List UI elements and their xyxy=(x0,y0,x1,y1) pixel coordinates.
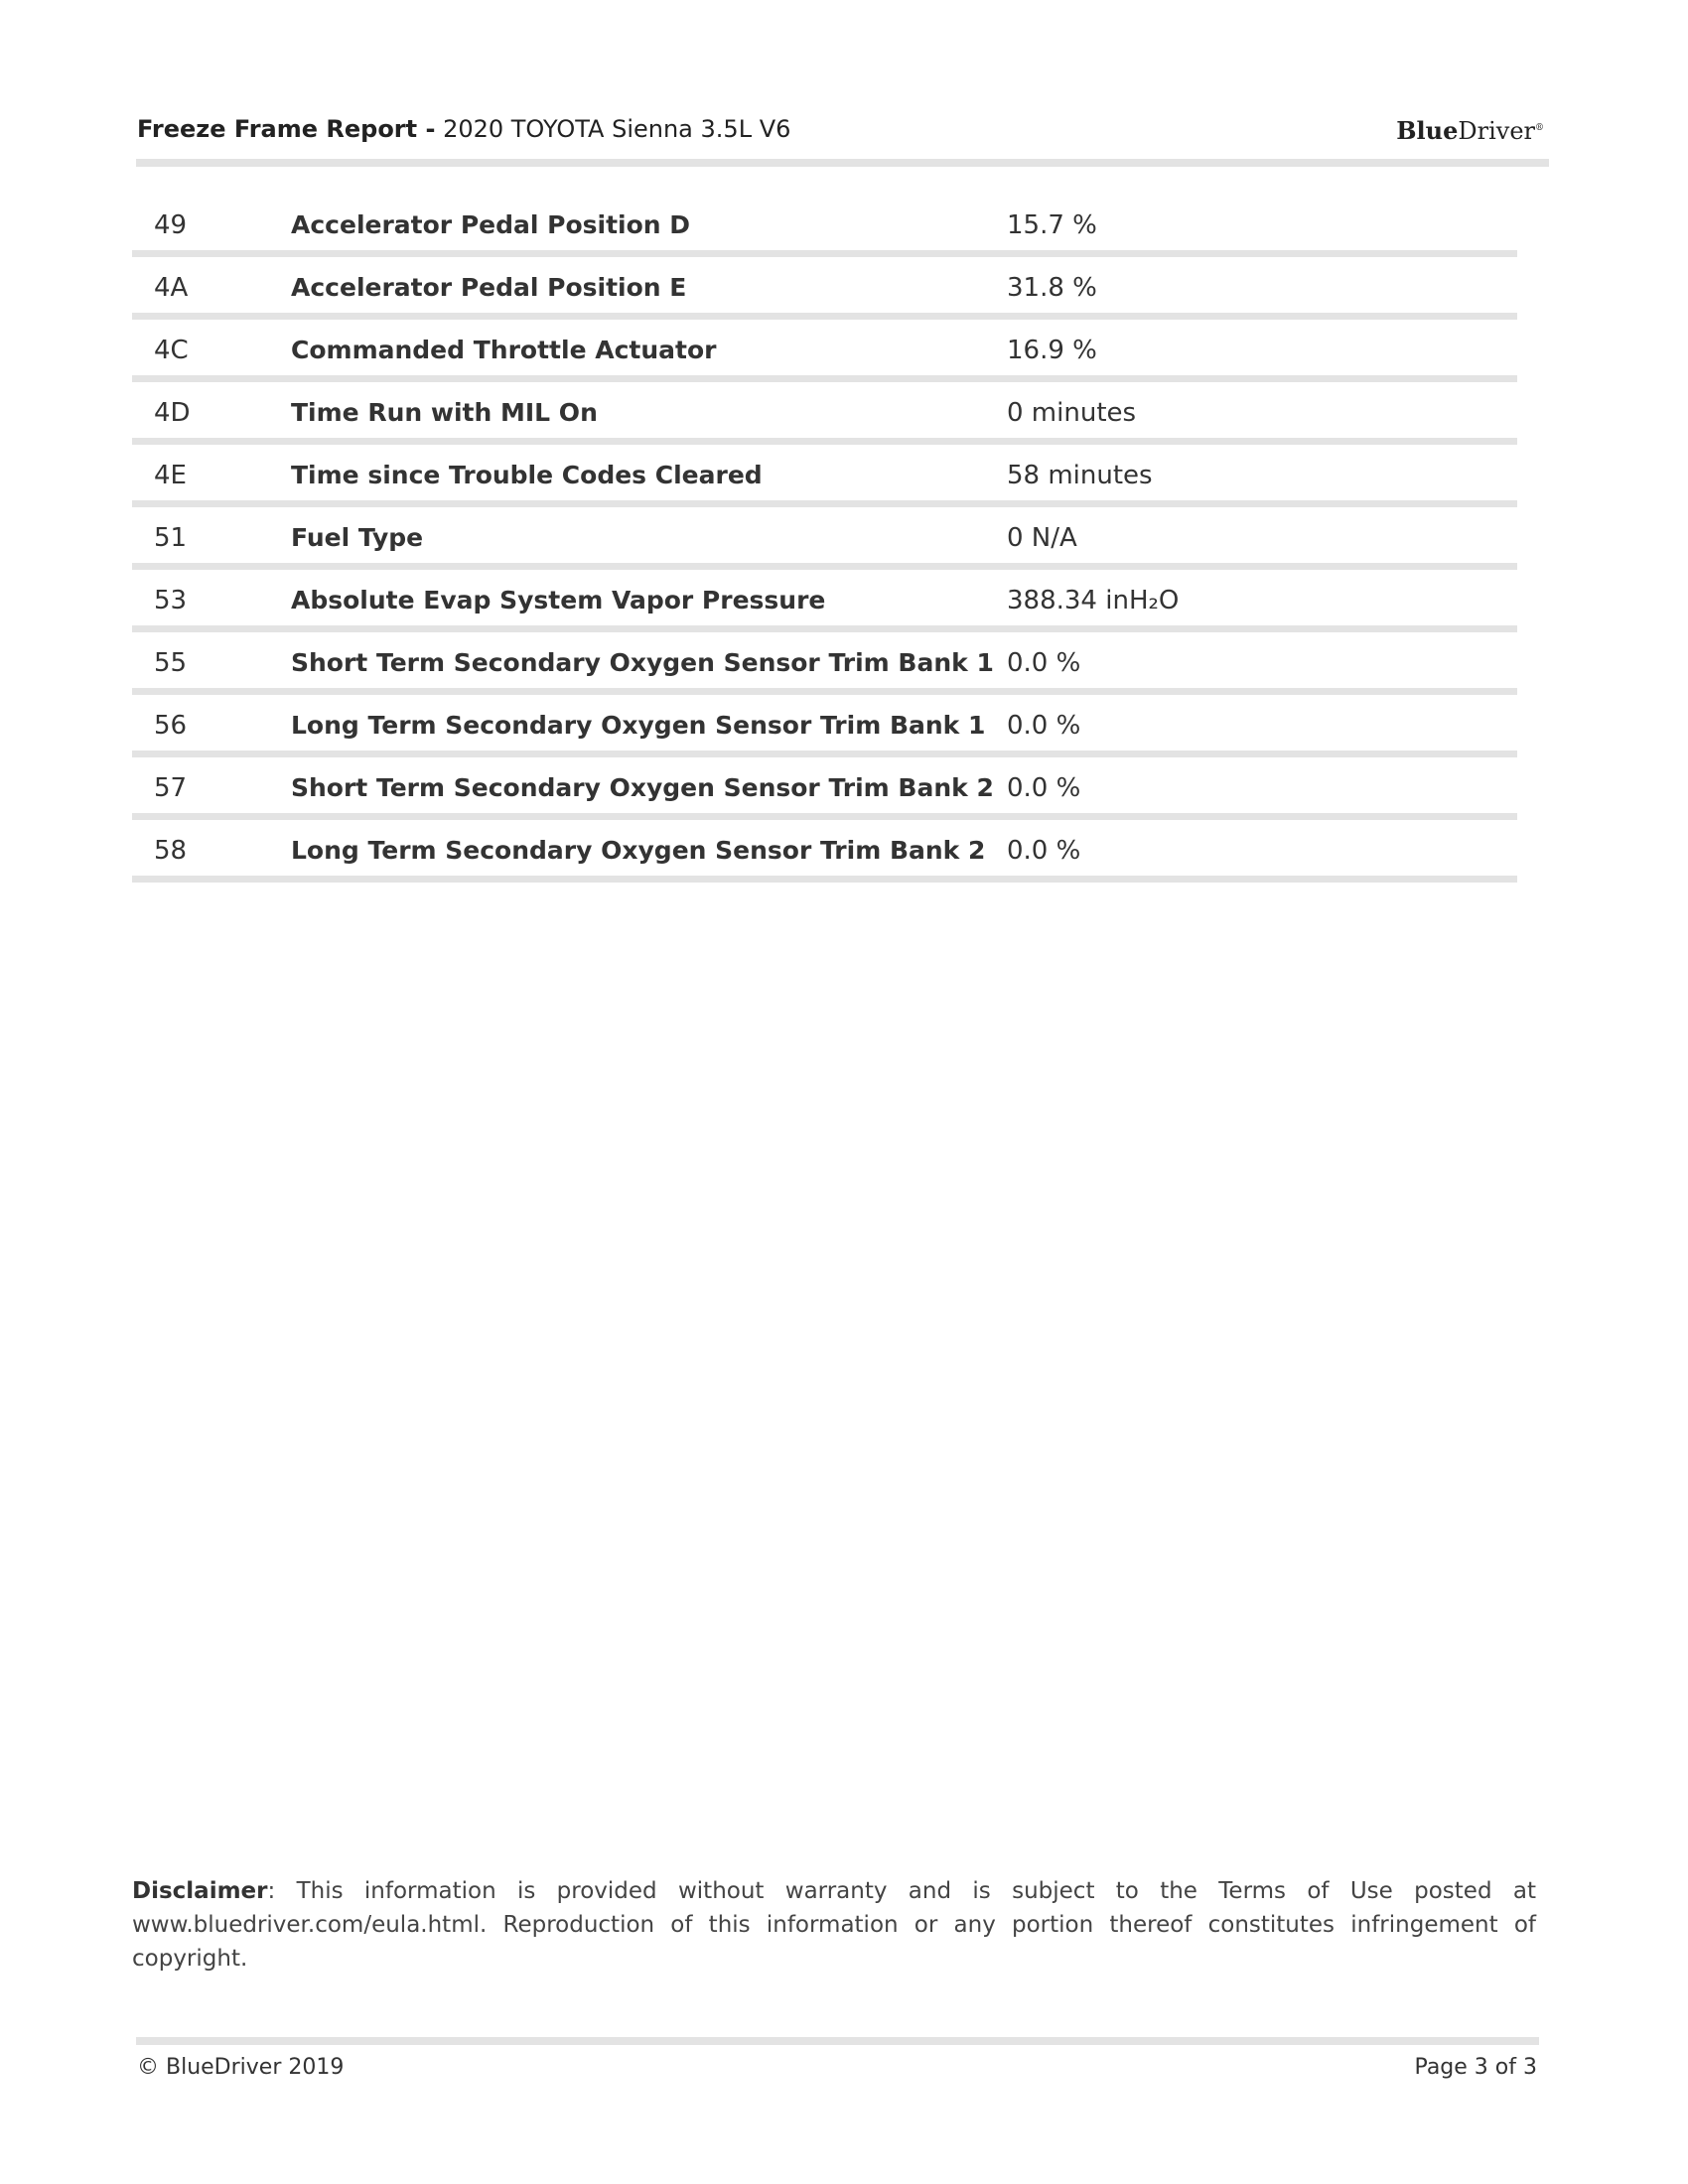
parameter-name: Time since Trouble Codes Cleared xyxy=(291,461,763,489)
parameter-name: Absolute Evap System Vapor Pressure xyxy=(291,586,826,614)
logo-driver: Driver xyxy=(1458,117,1535,145)
parameter-value: 0.0 % xyxy=(1007,711,1081,741)
parameter-value: 388.34 inH₂O xyxy=(1007,586,1180,615)
pid-code: 49 xyxy=(154,210,188,240)
parameter-name: Accelerator Pedal Position E xyxy=(291,273,687,302)
parameter-name: Short Term Secondary Oxygen Sensor Trim Bank 2 xyxy=(291,773,994,802)
pid-code: 4A xyxy=(154,273,189,303)
pid-code: 53 xyxy=(154,586,188,615)
header-divider xyxy=(136,159,1549,167)
parameter-name: Fuel Type xyxy=(291,523,424,552)
pid-code: 4E xyxy=(154,461,187,490)
pid-code: 56 xyxy=(154,711,188,741)
pid-code: 58 xyxy=(154,836,188,866)
parameter-value: 0 N/A xyxy=(1007,523,1077,553)
pid-code: 55 xyxy=(154,648,188,678)
freeze-frame-table xyxy=(132,195,1517,883)
parameter-name: Long Term Secondary Oxygen Sensor Trim Bank 1 xyxy=(291,711,986,740)
table-row xyxy=(132,570,1517,632)
parameter-value: 0.0 % xyxy=(1007,836,1081,866)
parameter-value: 0 minutes xyxy=(1007,398,1137,428)
table-row xyxy=(132,382,1517,445)
vehicle-name: 2020 TOYOTA Sienna 3.5L V6 xyxy=(435,115,791,143)
parameter-value: 58 minutes xyxy=(1007,461,1153,490)
table-row xyxy=(132,632,1517,695)
page-number: Page 3 of 3 xyxy=(1414,2055,1537,2080)
disclaimer-text: : This information is provided without warranty and is subject to the Terms of Use posted at www.bluedriver.com/eula.html. Reproduction of this information or any portion thereof constitutes infringement of copyright. xyxy=(132,1878,1536,1972)
logo-blue: Blue xyxy=(1396,116,1459,145)
table-row xyxy=(132,820,1517,883)
disclaimer xyxy=(132,1874,1536,1976)
table-row xyxy=(132,757,1517,820)
parameter-value: 16.9 % xyxy=(1007,336,1097,365)
parameter-name: Short Term Secondary Oxygen Sensor Trim Bank 1 xyxy=(291,648,994,677)
parameter-value: 31.8 % xyxy=(1007,273,1097,303)
parameter-name: Accelerator Pedal Position D xyxy=(291,210,691,239)
parameter-name: Time Run with MIL On xyxy=(291,398,598,427)
parameter-name: Long Term Secondary Oxygen Sensor Trim Bank 2 xyxy=(291,836,986,865)
parameter-value: 0.0 % xyxy=(1007,648,1081,678)
copyright: © BlueDriver 2019 xyxy=(137,2055,345,2080)
pid-code: 4D xyxy=(154,398,191,428)
pid-code: 57 xyxy=(154,773,188,803)
parameter-value: 15.7 % xyxy=(1007,210,1097,240)
footer-divider xyxy=(136,2037,1539,2045)
table-row xyxy=(132,445,1517,507)
bluedriver-logo xyxy=(1396,116,1544,145)
table-row xyxy=(132,507,1517,570)
table-row xyxy=(132,320,1517,382)
parameter-name: Commanded Throttle Actuator xyxy=(291,336,717,364)
parameter-value: 0.0 % xyxy=(1007,773,1081,803)
table-row xyxy=(132,695,1517,757)
pid-code: 4C xyxy=(154,336,189,365)
table-row xyxy=(132,195,1517,257)
report-title xyxy=(137,115,1547,143)
logo-mark: ® xyxy=(1535,123,1544,133)
table-row xyxy=(132,257,1517,320)
report-title-bold: Freeze Frame Report - xyxy=(137,115,436,143)
pid-code: 51 xyxy=(154,523,188,553)
disclaimer-label: Disclaimer xyxy=(132,1878,268,1904)
